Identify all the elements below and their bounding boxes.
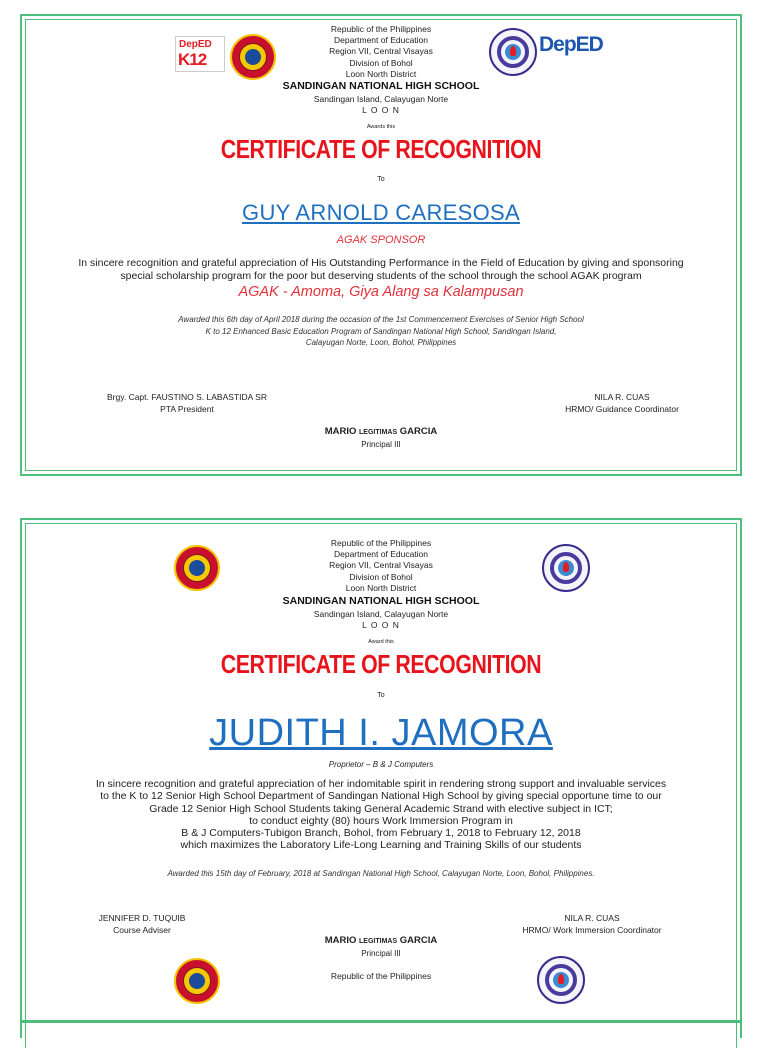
certificate-title: CERTIFICATE OF RECOGNITION (220, 649, 542, 679)
principal-signatory: MARIO LEGITIMAS GARCIA Principal III (324, 426, 438, 449)
signatory-left: JENNIFER D. TUQUIB Course Adviser (98, 913, 186, 935)
agak-motto: AGAK - Amoma, Giya Alang sa Kalampusan (238, 284, 524, 300)
certificate-2 (20, 518, 742, 1038)
signatory-right: NILA R. CUAS HRMO/ Work Immersion Coordinator (522, 913, 662, 935)
school-town: L O O N (362, 105, 400, 115)
to-label: To (377, 176, 385, 183)
citation-body: In sincere recognition and grateful appreciation of her indomitable spirit in rendering strong support and invaluable services to the K to 12 Senior High School Department of Sandingan National High School by giving special opportune time to our Grade 12 Senior High School Students taking General Academic Strand with elective subject in ICT; to conduct eighty (80) hours Work Immersion Program in B & J Computers-Tubigon Branch, Bohol, from February 1, 2018 to February 12, 2018 which maximizes the Laboratory Life-Long Learning and Training Skills of our students (95, 778, 667, 852)
school-name: SANDINGAN NATIONAL HIGH SCHOOL (282, 80, 480, 92)
awarded-statement: Awarded this 6th day of April 2018 during the occasion of the 1st Commencement Exercises of Senior High School K to 12 Enhanced Basic Education Program of Sandingan National High School, Sandingan Island, Calayugan Norte, Loon, Bohol, Philippines (178, 315, 584, 347)
recipient-name: JUDITH I. JAMORA (209, 712, 553, 754)
deped-k12-logo: DepED K12 (175, 36, 225, 72)
recipient-name: GUY ARNOLD CARESOSA (242, 200, 520, 225)
header-lines: Republic of the Philippines Department of Education Region VII, Central Visayas Division of Bohol Loon North District (329, 538, 433, 593)
next-header-peek: Republic of the Philippines (330, 971, 432, 981)
recipient-role: AGAK SPONSOR (336, 234, 426, 246)
to-label: To (377, 692, 385, 699)
certificate-title: CERTIFICATE OF RECOGNITION (220, 134, 542, 164)
certificate-1 (20, 14, 742, 476)
recipient-role: Proprietor – B & J Computers (328, 760, 434, 769)
school-address: Sandingan Island, Calayugan Norte (313, 609, 449, 619)
citation-body: In sincere recognition and grateful appreciation of His Outstanding Performance in the Field of Education by giving and sponsoring special scholarship program for the poor but deserving students of the school through the school AGAK program (78, 257, 684, 282)
school-town: L O O N (362, 620, 400, 630)
signatory-right: NILA R. CUAS HRMO/ Guidance Coordinator (565, 392, 679, 414)
school-name: SANDINGAN NATIONAL HIGH SCHOOL (282, 595, 480, 607)
awarded-statement: Awarded this 15th day of February, 2018 at Sandingan National High School, Calayugan Norte, Loon, Bohol, Philippines. (167, 869, 595, 878)
award-this-label: Award this (368, 639, 394, 645)
principal-signatory: MARIO LEGITIMAS GARCIA Principal III (324, 935, 438, 958)
header-lines: Republic of the Philippines Department of Education Region VII, Central Visayas Division of Bohol Loon North District (329, 24, 433, 79)
deped-logo: DepED (539, 33, 603, 56)
school-address: Sandingan Island, Calayugan Norte (313, 94, 449, 104)
next-certificate-border (20, 1020, 742, 1023)
signatory-left: Brgy. Capt. FAUSTINO S. LABASTIDA SR PTA President (107, 392, 267, 414)
awards-this-label: Awards this (366, 124, 396, 130)
